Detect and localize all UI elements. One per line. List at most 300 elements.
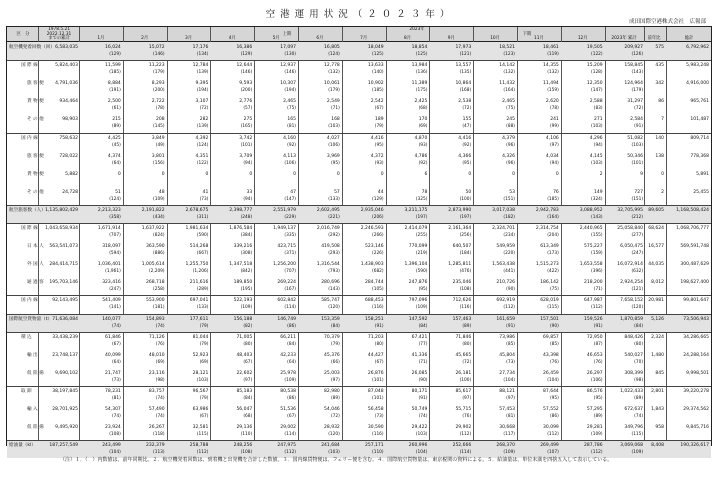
footnotes: （注）１．（ ）内数値は、前年同期比。２．航空機発着回数は、到着機と出発機を合計した数値。３．国内線貨物便は、フェリー便を含む。４．国際航空貨物量は、東京税関の資料による。５．給油量は、単位未満を四捨五入して表示している。 [60, 457, 613, 463]
month-value: 26,181 [455, 370, 472, 376]
month-value: 257,171 [364, 443, 384, 449]
month-value: 88,121 [499, 388, 515, 394]
month-value: 27,734 [499, 370, 515, 376]
month-value: 78,231 [105, 388, 121, 394]
month-value: 53 [509, 189, 515, 195]
month-value: 26,267 [148, 425, 165, 431]
year-total-value: 540,027 [624, 352, 643, 358]
month-value: 1,949,137 [273, 226, 296, 231]
grand-total-value: 809,714 [690, 135, 709, 141]
month-yoy-pct: (886) [153, 251, 165, 257]
month-value: 73,986 [499, 334, 515, 340]
month-value: 1,653,558 [579, 262, 603, 268]
month-yoy-pct: (842) [240, 269, 253, 275]
month-yoy-pct: (74) [111, 323, 121, 329]
cumulative-value: 71,636,084 [52, 316, 78, 322]
month-yoy-pct: (103) [196, 377, 209, 383]
month-yoy-pct: (204) [547, 233, 559, 238]
header-grand-total: 総計 [684, 36, 694, 41]
month-value: 85,617 [455, 388, 472, 394]
month-yoy-pct: (168) [459, 88, 472, 94]
month-yoy-pct: (185) [547, 196, 559, 202]
month-yoy-pct: (255) [415, 233, 428, 238]
grand-total-value: 25,455 [693, 189, 709, 195]
month-value: 4,374 [107, 153, 121, 159]
month-yoy-pct: (258) [153, 287, 165, 293]
month-yoy-pct: (197) [415, 214, 428, 220]
cumulative-value: 758,632 [59, 135, 78, 141]
month-yoy-pct: (97) [243, 377, 253, 383]
month-yoy-pct: (112) [591, 305, 603, 311]
month-value: 55,715 [455, 407, 472, 412]
month-yoy-pct: (76) [462, 414, 472, 419]
table-row [7, 241, 711, 259]
month-value: 0 [555, 171, 559, 177]
month-yoy-pct: (61) [111, 106, 121, 112]
month-yoy-pct: (139) [196, 70, 209, 76]
month-value: 87,048 [367, 388, 384, 394]
month-value: 0 [512, 171, 515, 177]
year-total-value: 2,924,254 [620, 280, 643, 286]
month-yoy-pct: (151) [503, 196, 515, 202]
month-yoy-pct: (101) [240, 142, 253, 148]
cumulative-value: 934,464 [59, 99, 78, 105]
month-value: 29,902 [455, 425, 472, 431]
month-value: 57,295 [586, 407, 603, 412]
month-value: 189 [375, 117, 384, 123]
year-total-yoy-pct: (143) [631, 70, 643, 76]
month-yoy-pct: (96) [506, 142, 515, 148]
diff-value: 20,981 [648, 298, 664, 304]
month-value: 1,036,401 [97, 262, 121, 268]
month-yoy-pct: (422) [547, 269, 559, 275]
month-yoy-pct: (45) [111, 142, 121, 148]
year-total-yoy-pct: (151) [631, 196, 643, 202]
month-value: 83,757 [148, 388, 165, 394]
month-yoy-pct: (434) [153, 214, 165, 220]
month-value: 247,876 [408, 280, 428, 286]
month-yoy-pct: (69) [155, 359, 165, 365]
month-value: 549,959 [496, 244, 515, 250]
month-value: 30,590 [367, 425, 384, 431]
diff-value: 138 [655, 153, 664, 159]
month-value: 1,876,584 [229, 226, 253, 231]
diff-value: 958 [655, 425, 664, 431]
month-yoy-pct: (185) [372, 88, 384, 94]
month-value: 4,425 [107, 135, 121, 141]
month-yoy-pct: (195) [240, 287, 253, 293]
table-row [7, 151, 711, 169]
table-row [7, 314, 711, 332]
month-yoy-pct: (311) [196, 214, 209, 220]
month-value: 260,996 [408, 443, 428, 449]
month-yoy-pct: (94) [593, 142, 603, 148]
grand-total-value: 9,845,716 [686, 425, 709, 431]
month-value: 26,297 [586, 370, 603, 376]
month-yoy-pct: (67) [243, 359, 253, 365]
diff-value: 86 [658, 99, 664, 105]
month-yoy-pct: (80) [462, 341, 472, 347]
statistics-table [6, 26, 712, 456]
month-yoy-pct: (109) [503, 450, 515, 456]
month-yoy-pct: (108) [459, 287, 472, 293]
year-total-value: 727 [634, 189, 643, 195]
month-yoy-pct: (110) [372, 450, 384, 456]
month-value: 18,049 [367, 45, 384, 50]
month-yoy-pct: (67) [374, 359, 384, 365]
month-yoy-pct: (74) [155, 395, 165, 401]
month-yoy-pct: (384) [240, 233, 253, 238]
month-yoy-pct: (325) [415, 196, 428, 202]
year-total-value: 51,082 [627, 135, 643, 141]
month-yoy-pct: (590) [415, 269, 428, 275]
month-value: 1,256,200 [273, 262, 296, 268]
month-value: 2,440,965 [579, 226, 603, 231]
month-value: 146,749 [277, 316, 296, 322]
month-yoy-pct: (122) [591, 52, 603, 57]
month-yoy-pct: (67) [199, 414, 209, 419]
table-row [7, 386, 711, 404]
month-yoy-pct: (266) [372, 233, 384, 238]
month-value: 2,602,495 [316, 207, 340, 213]
month-value: 11,432 [499, 81, 515, 87]
cumulative-value: 6,583,035 [55, 45, 78, 50]
cumulative-value: 187,257,549 [49, 443, 78, 449]
month-value: 1,396,104 [404, 262, 428, 268]
year-total-yoy-pct: (80) [634, 341, 643, 347]
table-row [7, 205, 711, 223]
table-row [7, 295, 711, 313]
month-value: 44,427 [367, 352, 384, 358]
month-yoy-pct: (107) [547, 450, 559, 456]
year-total-yoy-pct: (89) [634, 395, 643, 401]
grand-total-value: 99,801,647 [683, 298, 709, 304]
month-value: 797,096 [408, 298, 428, 304]
row-label: 国 際 線 [21, 63, 38, 69]
month-yoy-pct: (824) [153, 233, 165, 238]
month-value: 215 [112, 117, 121, 123]
grand-total-value: 34,286,665 [683, 334, 709, 340]
month-yoy-pct: (146) [284, 70, 296, 76]
month-yoy-pct: (101) [372, 395, 384, 401]
month-value: 10,864 [455, 81, 472, 87]
diff-value: 140 [655, 135, 664, 141]
cumulative-value: 9,495,920 [55, 425, 78, 431]
month-value: 21,747 [105, 370, 121, 376]
month-yoy-pct: (88) [506, 124, 515, 130]
month-yoy-pct: (95) [549, 395, 559, 401]
month-value: 4,296 [589, 135, 603, 141]
month-value: 40,099 [105, 352, 121, 358]
month-yoy-pct: (221) [328, 214, 340, 220]
month-value: 252,666 [452, 443, 472, 449]
month-yoy-pct: (164) [547, 214, 559, 220]
header-month: 7月 [360, 36, 368, 41]
month-value: 48,403 [236, 352, 253, 358]
year-total-yoy-pct: (101) [631, 160, 643, 166]
month-yoy-pct: (69) [199, 359, 209, 365]
month-yoy-pct: (109) [415, 305, 428, 311]
table-row [7, 332, 711, 350]
month-value: 4,372 [370, 153, 384, 159]
month-yoy-pct: (79) [374, 124, 384, 130]
month-value: 210,726 [496, 280, 515, 286]
month-value: 2,465 [283, 99, 296, 105]
month-yoy-pct: (120) [328, 305, 340, 311]
month-yoy-pct: (95) [374, 142, 384, 148]
grand-total-value: 101,487 [690, 117, 709, 123]
month-yoy-pct: (136) [415, 70, 428, 76]
grand-total-value: 73,506,943 [683, 316, 709, 322]
year-total-yoy-pct: (74) [634, 414, 643, 419]
year-total-yoy-pct: (632) [631, 269, 643, 275]
month-value: 28,121 [192, 370, 209, 376]
month-value: 48 [158, 189, 165, 195]
row-label: そ の 他 [27, 117, 44, 123]
month-yoy-pct: (74) [111, 414, 121, 419]
table-row [7, 187, 711, 205]
month-yoy-pct: (79) [199, 395, 209, 401]
month-yoy-pct: (95) [462, 160, 472, 166]
month-yoy-pct: (106) [284, 160, 296, 166]
cumulative-value: 33,438,239 [52, 334, 78, 340]
month-yoy-pct: (133) [196, 305, 209, 311]
month-value: 692,919 [496, 298, 515, 304]
month-value: 23,116 [148, 370, 165, 376]
month-yoy-pct: (97) [462, 395, 472, 401]
year-total-value: 3,069,068 [620, 443, 643, 449]
diff-value: 16,577 [648, 244, 664, 250]
month-yoy-pct: (91) [593, 323, 603, 329]
month-value: 3,969 [326, 153, 340, 159]
table-row [7, 42, 711, 60]
cumulative-value: 284,414,715 [49, 262, 78, 268]
month-value: 30,668 [499, 425, 515, 431]
month-value: 0 [293, 171, 296, 177]
row-label: 旅 客 便 [27, 153, 44, 159]
month-value: 241 [550, 117, 559, 123]
month-value: 12,778 [324, 63, 340, 69]
month-value: 13,557 [455, 63, 472, 69]
month-yoy-pct: (108) [109, 432, 121, 438]
month-value: 26,876 [367, 370, 384, 376]
month-value: 54,046 [324, 407, 340, 412]
year-total-yoy-pct: (126) [631, 52, 643, 57]
month-yoy-pct: (100) [459, 377, 472, 383]
grand-total-value: 24,288,164 [683, 352, 709, 358]
month-yoy-pct: (129) [109, 52, 121, 57]
month-value: 4,351 [195, 153, 209, 159]
month-value: 28,932 [324, 425, 340, 431]
month-yoy-pct: (73) [506, 359, 515, 365]
month-value: 82,980 [324, 388, 340, 394]
month-yoy-pct: (793) [328, 269, 340, 275]
month-value: 4,160 [283, 135, 296, 141]
year-total-value: 1,870,859 [620, 316, 643, 322]
month-yoy-pct: (90) [506, 287, 515, 293]
cumulative-value: 23,748,137 [52, 352, 78, 358]
month-value: 2,500 [107, 99, 121, 105]
month-value: 4,326 [502, 153, 515, 159]
row-label: 国 際 線 [21, 226, 38, 231]
year-total-value: 31,297 [627, 99, 643, 105]
month-yoy-pct: (86) [287, 395, 296, 401]
month-yoy-pct: (226) [372, 251, 384, 257]
month-value: 647,987 [583, 298, 603, 304]
month-value: 10,902 [367, 81, 384, 87]
grand-total-value: 4,916,000 [686, 81, 709, 87]
month-value: 71,846 [455, 334, 472, 340]
month-value: 613,349 [540, 244, 559, 250]
month-yoy-pct: (86) [287, 323, 296, 329]
month-value: 269,499 [540, 443, 559, 449]
month-value: 423,715 [277, 244, 296, 250]
header-month: 4月 [228, 36, 236, 41]
month-yoy-pct: (76) [549, 359, 559, 365]
month-value: 271 [594, 117, 603, 123]
month-value: 4,366 [458, 153, 472, 159]
month-value: 96,567 [192, 388, 209, 394]
month-value: 602,842 [277, 298, 296, 304]
month-value: 1,316,544 [316, 262, 340, 268]
month-value: 218,200 [583, 280, 603, 286]
diff-value: 8,408 [651, 443, 664, 449]
month-yoy-pct: (396) [591, 269, 603, 275]
table-row [7, 404, 711, 422]
row-label: 給油量（kl） [9, 443, 36, 449]
month-value: 1,005,614 [141, 262, 165, 268]
month-value: 275 [243, 117, 253, 123]
grand-total-value: 569,591,748 [680, 244, 709, 250]
grand-total-value: 9,998,501 [686, 370, 709, 376]
month-value: 85,183 [236, 388, 253, 394]
month-value: 80,538 [280, 388, 296, 394]
month-yoy-pct: (112) [459, 432, 472, 438]
month-value: 26,085 [411, 370, 428, 376]
row-label: 国 内 線 [21, 298, 38, 304]
month-yoy-pct: (156) [153, 160, 165, 166]
month-yoy-pct: (103) [328, 124, 340, 130]
month-value: 156,188 [233, 316, 253, 322]
diff-value: 2 [661, 189, 664, 195]
month-value: 81,044 [192, 334, 209, 340]
month-value: 14,355 [543, 63, 559, 69]
diff-value: 89,605 [648, 207, 664, 213]
month-value: 33 [246, 189, 253, 195]
month-value: 161,659 [496, 316, 515, 322]
month-yoy-pct: (121) [459, 52, 472, 57]
month-value: 3,709 [239, 153, 253, 159]
month-yoy-pct: (89) [462, 323, 472, 329]
month-yoy-pct: (69) [418, 124, 428, 130]
month-value: 1,285,811 [448, 262, 472, 268]
month-value: 29,002 [280, 425, 296, 431]
month-yoy-pct: (159) [591, 251, 603, 257]
month-yoy-pct: (2,209) [148, 269, 165, 275]
month-yoy-pct: (67) [287, 414, 296, 419]
month-value: 54,307 [105, 407, 121, 412]
month-value: 2,213,323 [97, 207, 121, 213]
header-month: 10月 [490, 36, 500, 41]
month-value: 14,142 [499, 63, 515, 69]
month-value: 0 [468, 171, 472, 177]
table-row [7, 133, 711, 151]
month-value: 2,722 [151, 99, 165, 105]
month-yoy-pct: (707) [284, 269, 296, 275]
month-value: 71,005 [236, 334, 253, 340]
month-yoy-pct: (100) [459, 196, 472, 202]
month-value: 15,072 [148, 45, 165, 50]
month-value: 42,233 [280, 352, 296, 358]
month-value: 585,747 [321, 298, 340, 304]
month-value: 23,924 [105, 425, 121, 431]
month-value: 3,017,038 [492, 207, 515, 213]
month-yoy-pct: (67) [111, 341, 121, 347]
diff-value: 44,035 [648, 262, 664, 268]
month-value: 26,459 [543, 370, 559, 376]
diff-value: 342 [655, 81, 664, 87]
month-value: 3,211,175 [404, 207, 428, 213]
month-yoy-pct: (289) [196, 287, 209, 293]
month-value: 247,975 [277, 443, 296, 449]
month-yoy-pct: (185) [109, 70, 121, 76]
month-yoy-pct: (173) [547, 251, 559, 257]
month-value: 2,551,979 [273, 207, 296, 213]
month-value: 1,347,518 [229, 262, 253, 268]
month-value: 4,113 [283, 153, 296, 159]
diff-value: 5,126 [651, 316, 664, 322]
grand-total-value: 29,374,562 [683, 407, 709, 412]
month-value: 61,846 [105, 334, 121, 340]
month-yoy-pct: (82) [243, 323, 253, 329]
month-value: 419,508 [321, 244, 340, 250]
month-yoy-pct: (80) [243, 341, 253, 347]
month-value: 523,146 [364, 244, 384, 250]
month-yoy-pct: (92) [418, 160, 428, 166]
month-yoy-pct: (75) [506, 106, 515, 112]
month-value: 2,161,364 [448, 226, 472, 231]
month-value: 2,246,593 [360, 226, 384, 231]
month-value: 44 [377, 189, 384, 195]
month-yoy-pct: (112) [284, 450, 296, 456]
year-total-value: 848,426 [624, 334, 643, 340]
month-yoy-pct: (256) [459, 233, 472, 238]
month-yoy-pct: (93) [418, 142, 428, 148]
month-value: 4,416 [458, 135, 472, 141]
month-value: 245 [506, 117, 515, 123]
year-total-value: 32,705,995 [617, 207, 643, 213]
month-value: 2,538 [458, 99, 472, 105]
diff-value: 0 [661, 171, 664, 177]
month-value: 63,986 [192, 407, 209, 412]
table-row [7, 223, 711, 241]
month-value: 8,293 [151, 81, 165, 87]
month-yoy-pct: (118) [153, 432, 165, 438]
month-yoy-pct: (109) [591, 432, 603, 438]
month-value: 287,786 [583, 443, 603, 449]
month-yoy-pct: (293) [328, 251, 340, 257]
table-row [7, 169, 711, 187]
header-year-group: 2023年 [409, 27, 425, 32]
month-yoy-pct: (165) [240, 124, 253, 130]
header-cumulative: までの累計 [48, 36, 70, 41]
month-yoy-pct: (103) [328, 450, 340, 456]
month-value: 56,458 [367, 407, 384, 412]
month-value: 4,416 [370, 135, 384, 141]
month-yoy-pct: (247) [109, 287, 121, 293]
month-value: 155 [462, 117, 472, 123]
month-yoy-pct: (73) [374, 414, 384, 419]
